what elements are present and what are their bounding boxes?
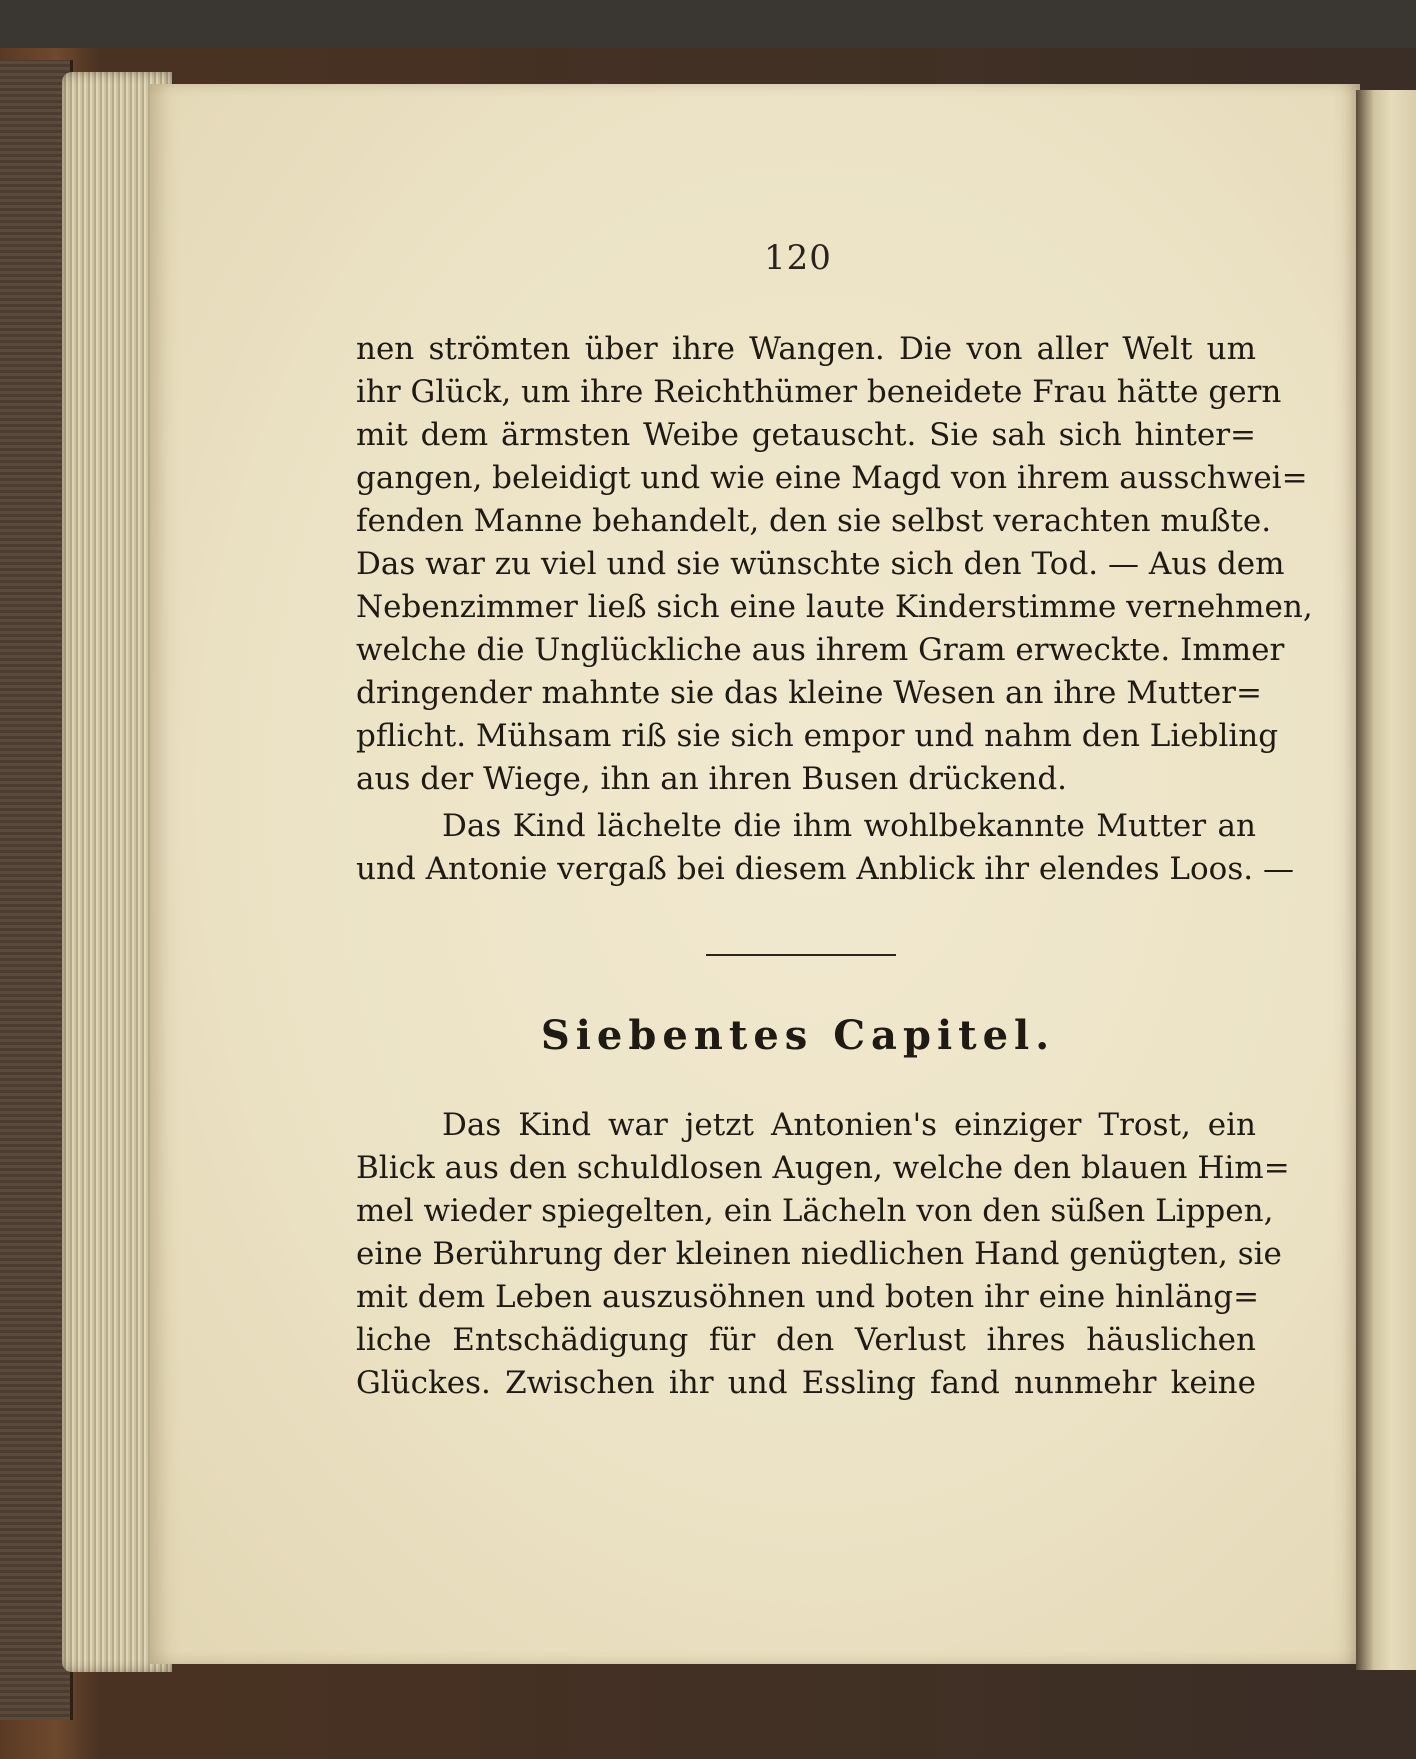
- text-line: nen strömten über ihre Wangen. Die von aller Welt um: [356, 331, 1256, 367]
- text-line: mel wieder spiegelten, ein Lächeln von den süßen Lippen,: [356, 1193, 1274, 1229]
- text-line: Das war zu viel und sie wünschte sich den Tod. — Aus dem: [356, 546, 1285, 582]
- paragraph-block-1: [356, 328, 1313, 801]
- text-line: pflicht. Mühsam riß sie sich empor und nahm den Liebling: [356, 718, 1279, 754]
- book-gutter: [1356, 90, 1416, 1670]
- text-line: welche die Unglückliche aus ihrem Gram erweckte. Immer: [356, 632, 1285, 668]
- text-line: gangen, beleidigt und wie eine Magd von ihrem ausschwei=: [356, 460, 1308, 496]
- text-line: Glückes. Zwischen ihr und Essling fand nunmehr keine: [356, 1365, 1256, 1401]
- text-line: ihr Glück, um ihre Reichthümer beneidete Frau hätte gern: [356, 374, 1282, 410]
- text-line: aus der Wiege, ihn an ihren Busen drückend.: [356, 761, 1068, 797]
- paragraph-block-2: [356, 805, 1294, 891]
- text-line: dringender mahnte sie das kleine Wesen an ihre Mutter=: [356, 675, 1262, 711]
- page-number: 120: [764, 238, 832, 278]
- text-line: Blick aus den schuldlosen Augen, welche den blauen Him=: [356, 1150, 1290, 1186]
- chapter-heading: Siebentes Capitel.: [540, 1012, 1056, 1059]
- text-line: mit dem ärmsten Weibe getauscht. Sie sah sich hinter=: [356, 417, 1256, 453]
- text-line: Das Kind lächelte die ihm wohlbekannte Mutter an: [442, 808, 1256, 844]
- text-line: fenden Manne behandelt, den sie selbst verachten mußte.: [356, 503, 1272, 539]
- text-line: Nebenzimmer ließ sich eine laute Kinderstimme vernehmen,: [356, 589, 1313, 625]
- text-line: und Antonie vergaß bei diesem Anblick ihr elendes Loos. —: [356, 851, 1294, 887]
- text-line: mit dem Leben auszusöhnen und boten ihr eine hinläng=: [356, 1279, 1260, 1315]
- paragraph-block-3: [356, 1104, 1290, 1405]
- text-line: Das Kind war jetzt Antonien's einziger Trost, ein: [442, 1107, 1256, 1143]
- section-divider: [706, 954, 896, 956]
- text-line: liche Entschädigung für den Verlust ihres häuslichen: [356, 1322, 1256, 1358]
- text-line: eine Berührung der kleinen niedlichen Hand genügten, sie: [356, 1236, 1282, 1272]
